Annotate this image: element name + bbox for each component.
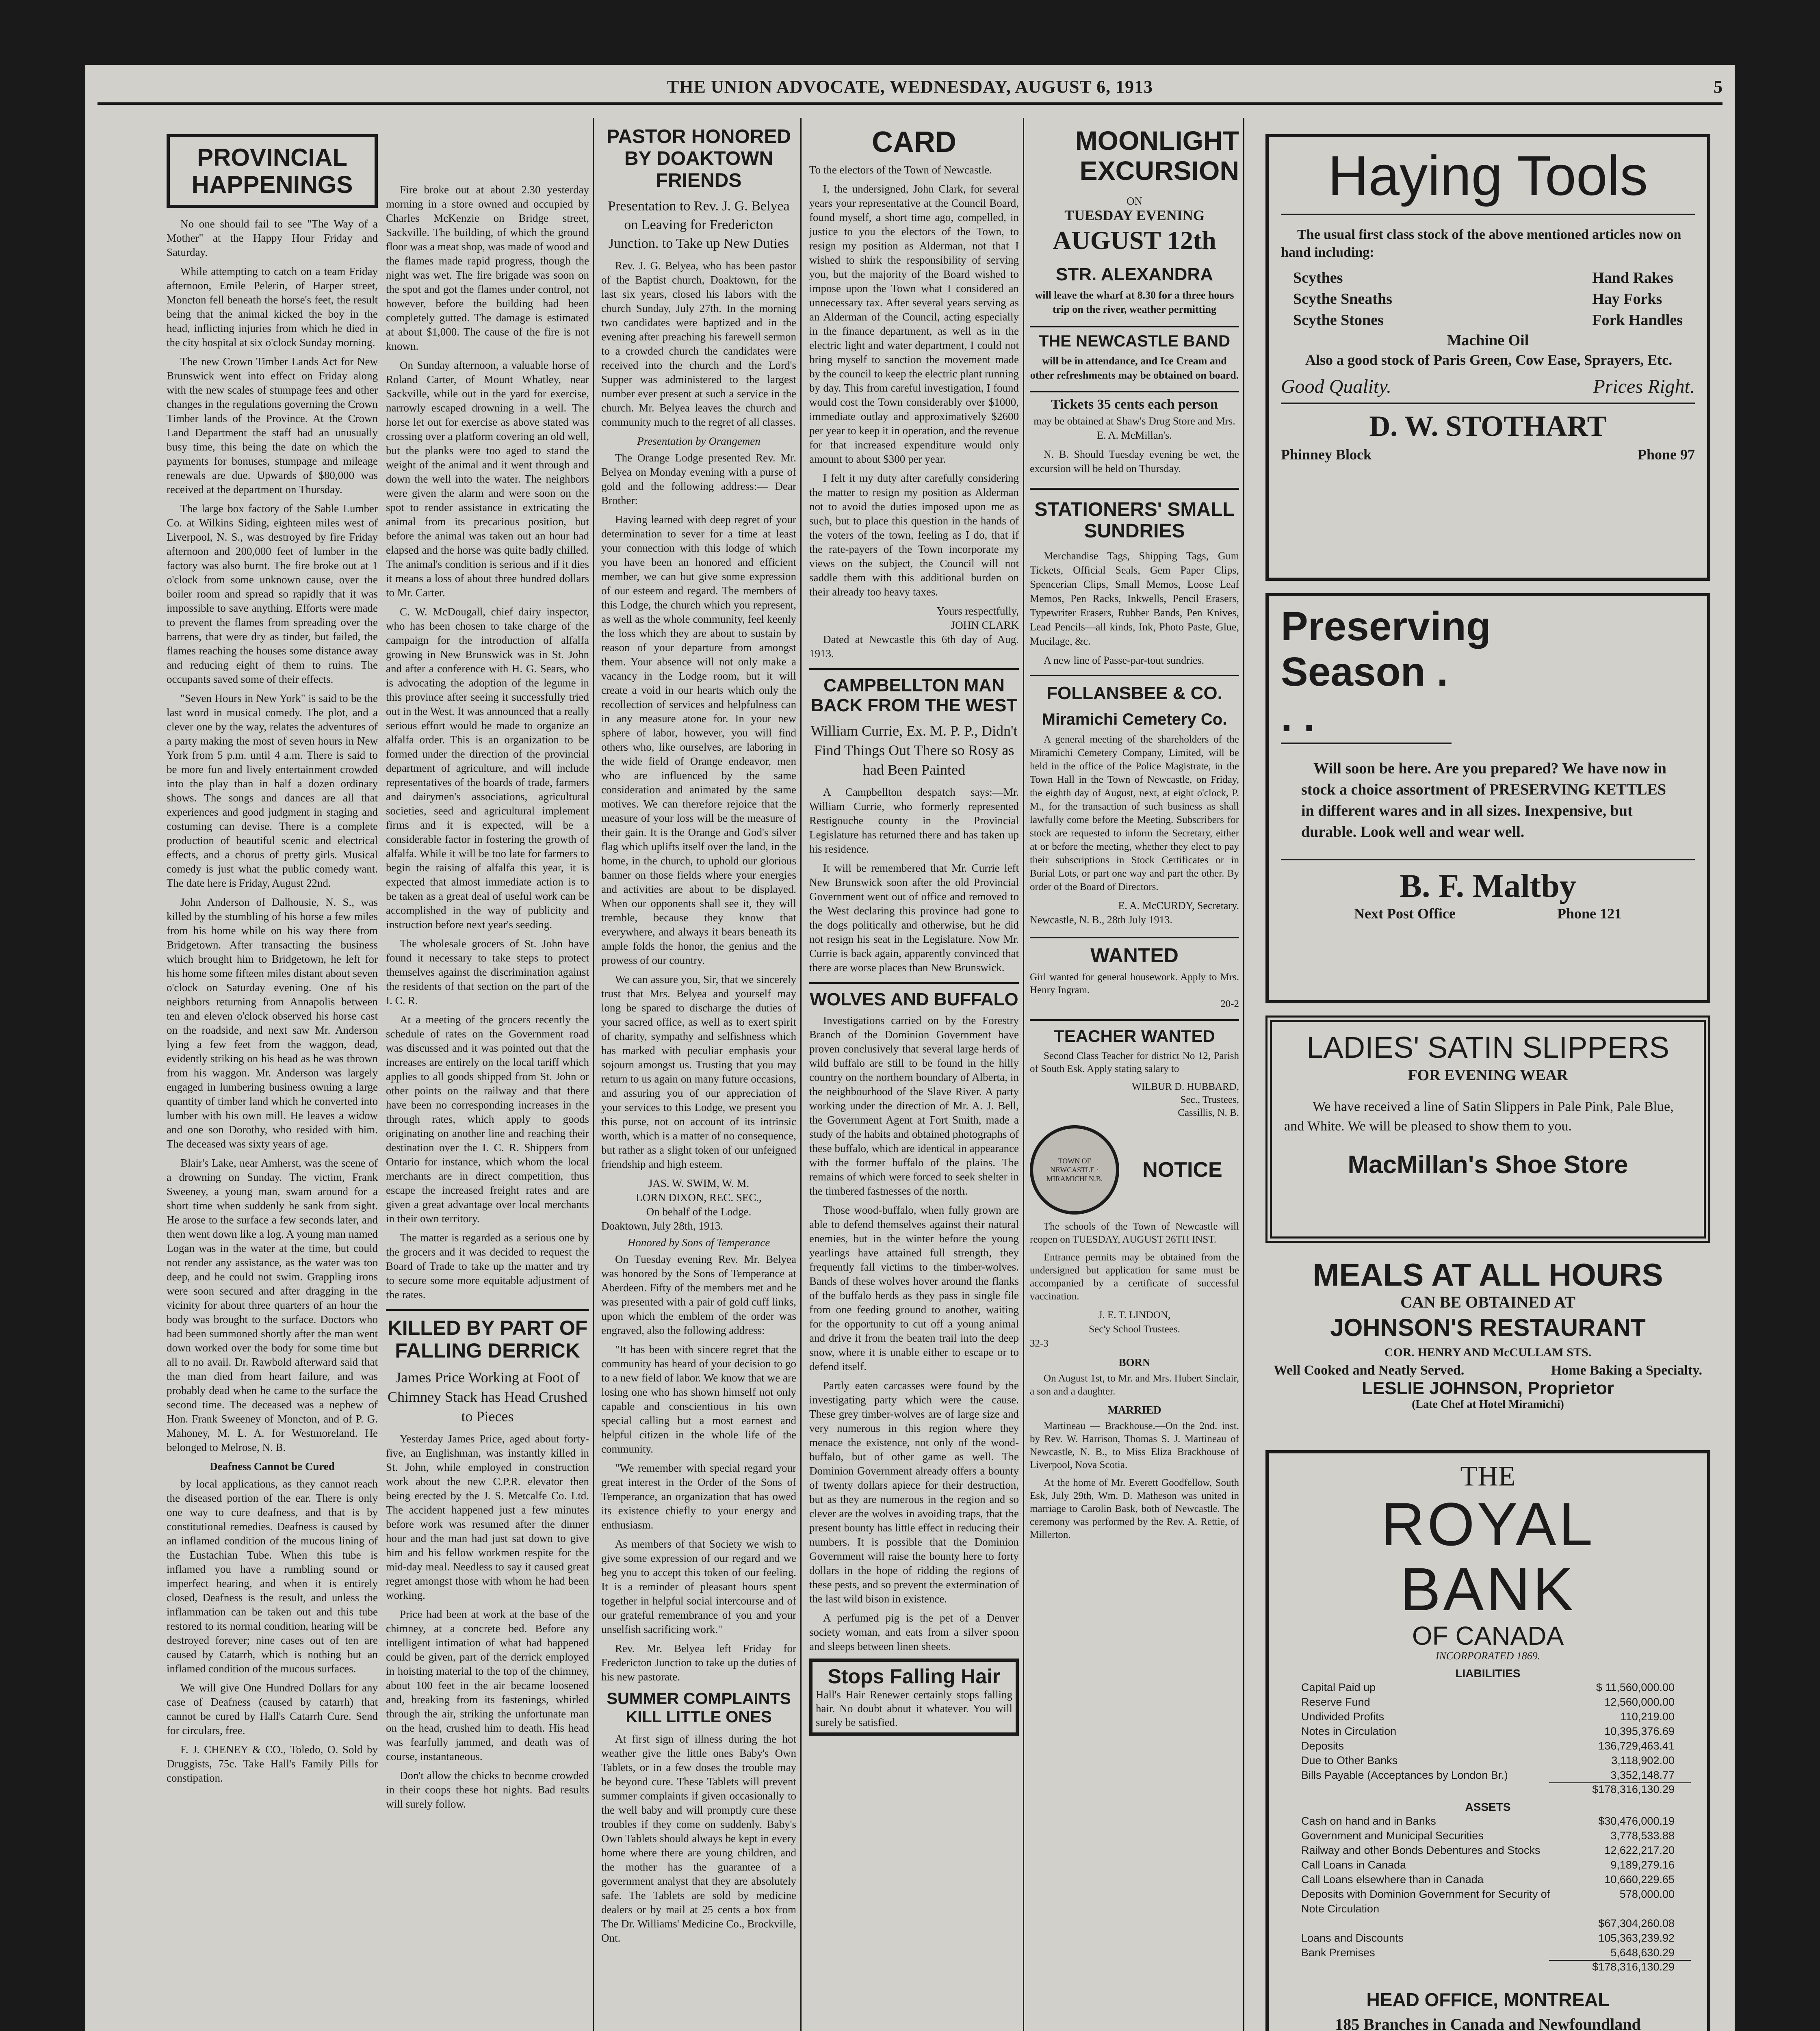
steamer-name: STR. ALEXANDRA bbox=[1055, 264, 1213, 285]
bank-statement-label: Loans and Discounts bbox=[1301, 1932, 1404, 1944]
column-5 bbox=[1030, 126, 1239, 2031]
bank-statement-row bbox=[1301, 1828, 1675, 1843]
notice-headline: NOTICE bbox=[1142, 1158, 1222, 1182]
haying-item: Hay Forks bbox=[1592, 290, 1662, 307]
restaurant-slogan: Home Baking a Specialty. bbox=[1551, 1362, 1702, 1378]
notice-text: Entrance permits may be obtained from the undersigned but application for same must be accompanied by a certificate of successful vaccination. bbox=[1030, 1252, 1239, 1302]
column-rule bbox=[593, 118, 594, 2031]
signature-line: JAS. W. SWIM, W. M. bbox=[648, 1177, 750, 1190]
notice-signature: J. E. T. LINDON, bbox=[1098, 1310, 1171, 1321]
bank-statement-label: Notes in Circulation bbox=[1301, 1725, 1397, 1737]
orangemen-heading: Presentation by Orangemen bbox=[637, 435, 760, 448]
column-rule bbox=[800, 118, 802, 2031]
bank-statement-label: Deposits bbox=[1301, 1740, 1344, 1752]
bank-statement-label: Due to Other Banks bbox=[1301, 1754, 1398, 1767]
bank-statement-amount: 10,660,229.65 bbox=[1604, 1873, 1675, 1886]
bank-statement-amount: 110,219.00 bbox=[1620, 1711, 1675, 1723]
bank-statement-amount: 12,622,217.20 bbox=[1604, 1844, 1675, 1856]
article-paragraph: I, the undersigned, John Clark, for several years your representative at the Council Board, found myself, a short time ago, compelled, in justice to you the electors of the Town, to resign my position as Alderman, not that I wished to shirk the responsibility of serving you, but the majority of the Board wished to impose upon the Town what I considered an unnecessary tax. After several years serving as an Alderman of the Council, acting especially in the finance department, as well as in the electric light and water department, I could not bring myself to sanction the movement made by the council to keep the electric plant running by day. This from careful investigation, I found would cost the Town considerably over $1000, immediate outlay and approximatively $2600 per year to keep it in operation, and the revenue for that increased expenditure would only amount to about $300 per year. bbox=[809, 182, 1019, 465]
weather-note: N. B. Should Tuesday evening be wet, the excursion will be held on Thursday. bbox=[1030, 448, 1239, 474]
article-paragraph: Fire broke out at about 2.30 yesterday morning in a store owned and occupied by Charles McKenzie on Bridge street, Sackville. The building, of which the ground floor was a meat shop, was made of wood and the flames made rapid progress, though the night was wet. The fire brigade was soon on the spot and got the flames under control, not however, before the building had been completely gutted. The damage is estimated at about $1,000. The cause of the fire is not known. bbox=[386, 184, 589, 352]
article-paragraph: The Orange Lodge presented Rev. Mr. Belyea on Monday evening with a purse of gold and the following address:— Dear Brother: bbox=[601, 452, 796, 507]
article-paragraph: A perfumed pig is the pet of a Denver society woman, and eats from a silver spoon and sleeps between linen sheets. bbox=[809, 1612, 1019, 1653]
haying-slogan bbox=[1281, 375, 1695, 404]
column-1 bbox=[167, 134, 378, 2031]
article-paragraph: We can assure you, Sir, that we sincerely trust that Mrs. Belyea and yourself may long be spared to discharge the duties of your sacred office, as well as to exert spirit of charity, sympathy and selfishness which has marked with peculiar emphasis your sojourn amongst us. Trusting that you may return to us again on many future occasions, and assuring you of our appreciation of your services to this Lodge, we present you this purse, not on account of its intrinsic worth, which is a matter of no consequence, but rather as a slight token of our unfeigned friendship and high esteem. bbox=[601, 973, 796, 1171]
haying-quality: Good Quality. bbox=[1281, 376, 1391, 397]
haying-also: Also a good stock of Paris Green, Cow Ease, Sprayers, Etc. bbox=[1305, 352, 1673, 368]
column-rule bbox=[1243, 118, 1244, 2031]
haying-tools-ad bbox=[1265, 134, 1710, 581]
preserving-title-1: Preserving bbox=[1281, 604, 1491, 649]
bank-statement-row bbox=[1301, 1753, 1675, 1768]
article-paragraph: At first sign of illness during the hot weather give the little ones Baby's Own Tablets, or in a few doses the trouble may be beyond cure. These Tablets will prevent summer complaints if given occasionally to the well baby and will promptly cure these troubles if they come on suddenly. Baby's Own Tablets should always be kept in every home where there are young children, and the mother has the guarantee of a government analyst that they are absolutely safe. The Tablets are sold by medicine dealers or by mail at 25 cents a box from The Dr. Williams' Medicine Co., Brockville, Ont. bbox=[601, 1732, 796, 1944]
bank-statement-amount: 105,363,239.92 bbox=[1598, 1932, 1675, 1944]
bank-statement-amount: 3,352,148.77 bbox=[1610, 1769, 1675, 1781]
pastor-headline: PASTOR HONORED BY DOAKTOWN FRIENDS bbox=[606, 126, 791, 191]
stothart-name: D. W. STOTHART bbox=[1369, 410, 1607, 442]
bank-statement-row bbox=[1301, 1709, 1675, 1724]
article-paragraph: A Campbellton despatch says:—Mr. William Currie, who formerly represented Restigouche county in the Provincial Legislature has returned there and has taken up his residence. bbox=[809, 786, 1019, 855]
haying-item: Scythe Sneaths bbox=[1293, 290, 1392, 307]
article-paragraph: Having learned with deep regret of your determination to sever for a time at least your connection with this lodge of which you have been an honored and efficient member, we can but give some expression of our esteem and regard. The members of this Lodge, the church which you represent, as well as the whole community, feel keenly the loss which they are about to sustain by reason of your departure from amongst them. Your absence will not only make a vacancy in the Lodge room, but it will create a void in our hearts which only the recollection of services and helpfulness can in any measure atone for. In your new sphere of labor, however, you will find others who, like ourselves, are laboring in the wide field of Orange endeavor, men who are influenced by the same consideration and animated by the same motives. We can therefore rejoice that the measure of your loss will be the measure of their gain. It is the Orange and God's silver flag which uplifts itself over the land, in the home, in the church, to uphold our glorious banner on those fields where your energies and activities are about to be displayed. When our opponents shall see it, they will tremble, because they know that everywhere, and always it bears beneath its ample folds the honor, the genius and the prowess of our country. bbox=[601, 513, 796, 967]
provincial-happenings-headline: PROVINCIAL HAPPENINGS bbox=[167, 134, 378, 208]
bank-statement-amount: $67,304,260.08 bbox=[1598, 1917, 1675, 1929]
stothart-address: Phinney Block bbox=[1281, 446, 1372, 463]
restaurant-proprietor-note: (Late Chef at Hotel Miramichi) bbox=[1412, 1398, 1564, 1411]
assets-table bbox=[1285, 1814, 1691, 1960]
bank-statement-amount: 9,189,279.16 bbox=[1610, 1859, 1675, 1871]
bank-statement-label: Reserve Fund bbox=[1301, 1696, 1370, 1708]
bank-statement-row bbox=[1301, 1814, 1675, 1828]
article-paragraph: To the electors of the Town of Newcastle. bbox=[809, 163, 992, 176]
article-paragraph: "It has been with sincere regret that the community has heard of your decision to go to a new field of labor. We know that we are losing one who has shown himself not only capable and conscientious in his own special calling but a most earnest and helpful citizen in the whole life of the community. bbox=[601, 1343, 796, 1455]
maltby-phone: Phone 121 bbox=[1557, 905, 1622, 922]
signature-line: Yours respectfully, bbox=[936, 604, 1019, 617]
newspaper-page bbox=[85, 65, 1735, 2031]
article-paragraph: Rev. Mr. Belyea left Friday for Fredericton Junction to take up the duties of his new pastorate. bbox=[601, 1642, 796, 1683]
maltby-name: B. F. Maltby bbox=[1400, 867, 1576, 904]
wolves-headline: WOLVES AND BUFFALO bbox=[809, 982, 1019, 1009]
restaurant-ad bbox=[1261, 1257, 1714, 1436]
married-text: At the home of Mr. Everett Goodfellow, South Esk, July 29th, Wm. D. Matheson was united in marriage to Carolin Bask, both of Newcastle. The ceremony was performed by the Rev. A. Rettie, of Millerton. bbox=[1030, 1477, 1239, 1541]
wanted-text: Girl wanted for general housework. Apply to Mrs. Henry Ingram. bbox=[1030, 972, 1239, 996]
bank-statement-row bbox=[1301, 1887, 1675, 1916]
follansbee-name: FOLLANSBEE & CO. bbox=[1030, 675, 1239, 703]
bank-statement-row bbox=[1301, 1680, 1675, 1695]
cemetery-headline: Miramichi Cemetery Co. bbox=[1042, 710, 1227, 729]
cemetery-date: Newcastle, N. B., 28th July 1913. bbox=[1030, 914, 1172, 926]
bank-statement-amount: 12,560,000.00 bbox=[1604, 1696, 1675, 1708]
bank-statement-row bbox=[1301, 1768, 1675, 1782]
macmillan-name: MacMillan's Shoe Store bbox=[1348, 1150, 1628, 1179]
bank-statement-row bbox=[1301, 1916, 1675, 1931]
article-paragraph: The matter is regarded as a serious one by the grocers and it was decided to request the Board of Trade to take up the matter and try to secure some more equitable adjustment of the rates. bbox=[386, 1232, 589, 1301]
article-paragraph: The wholesale grocers of St. John have found it necessary to take steps to protect themselves against the discrimination against the residents of that section on the part of the I. C. R. bbox=[386, 938, 589, 1007]
haying-title: Haying Tools bbox=[1281, 145, 1695, 215]
article-paragraph: It will be remembered that Mr. Currie left New Brunswick soon after the old Provincial Government went out of office and removed to the West declaring this province had gone to the dogs politically and otherwise, but he did not resign his seat in the Legislature. Now Mr. Currie is back again, apparently convinced that there are worse places than New Brunswick. bbox=[809, 862, 1019, 974]
excursion-date: AUGUST 12th bbox=[1053, 225, 1216, 255]
town-seal-icon bbox=[1030, 1125, 1119, 1215]
bank-statement-label: Call Loans in Canada bbox=[1301, 1859, 1406, 1871]
article-paragraph: F. J. CHENEY & CO., Toledo, O. Sold by Druggists, 75c. Take Hall's Family Pills for constipation. bbox=[167, 1743, 378, 1784]
haying-item: Scythes bbox=[1293, 269, 1343, 286]
haying-intro: The usual first class stock of the above mentioned articles now on hand including: bbox=[1281, 227, 1681, 260]
article-paragraph: While attempting to catch on a team Friday afternoon, Emile Pelerin, of Harper street, Moncton fell beneath the horse's feet, the result being that the animal kicked the boy in the head, inflicting injuries from which he died in the city hospital at six o'clock Sunday morning. bbox=[167, 265, 378, 349]
bank-statement-row bbox=[1301, 1739, 1675, 1753]
signature-line: LORN DIXON, REC. SEC., bbox=[636, 1191, 762, 1204]
article-paragraph: Rev. J. G. Belyea, who has been pastor of the Baptist church, Doaktown, for the last six years, closed his labors with the church Sunday, July 27th. In the morning two candidates were baptized and in the evening after preaching his farewell sermon to a crowded church the candidates were received into the church and the Lord's Supper was administered to the largest number ever present at such a service in the church. Mr. Belyea leaves the church and community much to the regret of all classes. bbox=[601, 260, 796, 429]
article-paragraph: C. W. McDougall, chief dairy inspector, who has been chosen to take charge of the campaign for the introduction of alfalfa growing in New Brunswick was in St. John and after a conference with H. G. Sears, who is advocating the adoption of the legume in this province after seeing it successfully tried out in the West. It was announced that a really serious effort would be made to organize an alfalfa order. This is an organization to be formed under the direction of the provincial department of agriculture, and will include representatives of the boards of trade, farmers and dairymen's associations, agricultural societies, seed and agricultural implement firms and it is expected, will be a considerable factor in fostering the growth of alfalfa. While it will be too late for farmers to begin the raising of alfalfa this year, it is expected that almost immediate action is to be taken as a great deal of useful work can be accomplished in the way of publicity and instruction before next year's seeding. bbox=[386, 606, 589, 931]
cemetery-signature: E. A. McCURDY, Secretary. bbox=[1118, 900, 1239, 912]
bank-statement-label: Deposits with Dominion Government for Security of Note Circulation bbox=[1301, 1888, 1550, 1915]
bank-name: ROYAL BANK bbox=[1380, 1490, 1595, 1623]
article-paragraph: by local applications, as they cannot reach the diseased portion of the ear. There is only one way to cure deafness, and that is by constitutional remedies. Deafness is caused by an inflamed condition of the mucous lining of the Eustachian Tube. When this tube is inflamed you have a rumbling sound or imperfect hearing, and when it is entirely closed, Deafness is the result, and unless the inflammation can be taken out and this tube restored to its normal condition, hearing will be destroyed forever; nine cases out of ten are caused by Catarrh, which is nothing but an inflamed condition of the mucous surfaces. bbox=[167, 1478, 378, 1675]
page-number: 5 bbox=[1714, 77, 1722, 97]
restaurant-address: COR. HENRY AND McCULLAM STS. bbox=[1384, 1345, 1592, 1359]
wanted-number: 20-2 bbox=[1220, 998, 1239, 1010]
notice-text: The schools of the Town of Newcastle will reopen on TUESDAY, AUGUST 26TH INST. bbox=[1030, 1221, 1239, 1245]
married-text: Martineau — Brackhouse.—On the 2nd. inst. by Rev. W. Harrison, Thomas S. J. Martineau of Newcastle, N. B., to Miss Eliza Brackhouse of Liverpool, Nova Scotia. bbox=[1030, 1420, 1239, 1471]
teacher-headline: TEACHER WANTED bbox=[1030, 1019, 1239, 1046]
article-paragraph: Don't allow the chicks to become crowded in their coops these hot nights. Bad results will surely follow. bbox=[386, 1769, 589, 1810]
article-paragraph: No one should fail to see "The Way of a Mother" at the Happy Hour Friday and Saturday. bbox=[167, 218, 378, 259]
bank-statement-amount: 3,118,902.00 bbox=[1611, 1754, 1675, 1767]
column-4 bbox=[809, 126, 1019, 2031]
bank-statement-row bbox=[1301, 1843, 1675, 1858]
bank-statement-row bbox=[1301, 1945, 1675, 1960]
excursion-details: will leave the wharf at 8.30 for a three hours trip on the river, weather permitting bbox=[1035, 289, 1234, 315]
derrick-subhead: James Price Working at Foot of Chimney Stack has Head Crushed to Pieces bbox=[388, 1369, 587, 1425]
teacher-signature: Cassillis, N. B. bbox=[1178, 1107, 1239, 1119]
teacher-signature: WILBUR D. HUBBARD, bbox=[1132, 1081, 1239, 1093]
preserving-text: Will soon be here. Are you prepared? We have now in stock a choice assortment of PRESERVING KETTLES in different wares and in all sizes. Inexpensive, but durable. Look well and wear well. bbox=[1301, 760, 1666, 840]
bank-statement-amount: 5,648,630.29 bbox=[1610, 1947, 1675, 1959]
haying-items bbox=[1281, 267, 1695, 331]
slippers-title: LADIES' SATIN SLIPPERS bbox=[1306, 1031, 1669, 1064]
article-paragraph: Partly eaten carcasses were found by the investigating party which were the cause. These grey timber-wolves are of large size and very numerous in this region where they menace the existence, not only of the wood-buffalo, but of other game as well. The Dominion Government already offers a bounty of twenty dollars apiece for their destruction, but as they are numerous in the region and so clever are the wolves in avoiding traps, that the present bounty has little effect in reducing their numbers. It is possible that the Dominion Government will raise the bounty here to forty dollars in the hope of ridding the regions of these pests, and so prevent the extermination of the last wild bison in existence. bbox=[809, 1379, 1019, 1605]
article-paragraph: Investigations carried on by the Forestry Branch of the Dominion Government have proven conclusively that several large herds of wild buffalo are still to be found in the hilly country on the northern boundary of Alberta, in the neighbourhood of the Slave River. A party working under the direction of Mr. A. J. Bell, the Government Agent at Fort Smith, made a study of the habits and obtained photographs of these buffalo, which are identical in appearance with the former buffalo of the plains. The remains of which were forced to seek shelter in the timbered fastnesses of the north. bbox=[809, 1014, 1019, 1197]
excursion-day: TUESDAY EVENING bbox=[1064, 207, 1205, 223]
signature-line: On behalf of the Lodge. bbox=[646, 1206, 752, 1218]
stationers-list: Merchandise Tags, Shipping Tags, Gum Tickets, Official Seals, Gem Paper Clips, Spencerian Clips, Small Memos, Loose Leaf Memos, Pen Racks, Inkwells, Pencil Erasers, Typewriter Erasers, Rubber Bands, Pen Knives, Lead Pencils—all kinds, Ink, Photo Paste, Glue, Mucilage, &c. bbox=[1030, 550, 1239, 647]
town-seal-text: TOWN OF NEWCASTLE · MIRAMICHI N.B. bbox=[1046, 1157, 1103, 1183]
article-paragraph: Price had been at work at the base of the chimney, at a concrete bed. Before any intelligent intimation of what had happened could be given, part of the derrick employed in hoisting material to the top of the chimney, about 100 feet in the air became loosened and, breaking from its fastenings, whirled through the air, striking the unfortunate man on the head, crushed him to death. His head was fearfully jammed, and death was of course, instantaneous. bbox=[386, 1608, 589, 1763]
haying-item: Hand Rakes bbox=[1592, 269, 1673, 286]
assets-total: $178,316,130.29 bbox=[1549, 1960, 1691, 1973]
bank-statement-amount: 3,778,533.88 bbox=[1610, 1830, 1675, 1842]
restaurant-name: JOHNSON'S RESTAURANT bbox=[1330, 1314, 1646, 1342]
bank-statement-label: Undivided Profits bbox=[1301, 1711, 1384, 1723]
bank-of-canada: OF CANADA bbox=[1412, 1621, 1564, 1650]
notice-signature: Sec'y School Trustees. bbox=[1089, 1324, 1180, 1335]
article-paragraph: Those wood-buffalo, when fully grown are able to defend themselves against their natural enemies, but in the winter before the young yearlings have attained full strength, they frequently fall victims to the timber-wolves. Bands of these wolves hover around the flanks of the buffalo herds as they pass in single file from one feeding ground to another, waiting for the opportunity to cut off a young animal and drive it from the beaten trail into the deep snow, where it is unable either to escape or to defend itself. bbox=[809, 1204, 1019, 1373]
liabilities-total: $178,316,130.29 bbox=[1549, 1782, 1691, 1796]
restaurant-slogans bbox=[1265, 1363, 1710, 1378]
bank-statement-label: Bills Payable (Acceptances by London Br.) bbox=[1301, 1769, 1508, 1781]
article-paragraph: I felt it my duty after carefully considering the matter to resign my position as Alderman not to avoid the duties imposed upon me as such, but to place this question in the hands of the voters of the town, feeling as I do, that if the rate-payers of the Town incorporate my views on the subject, the Council will not saddle them with this additional burden on their already too heavy taxes. bbox=[809, 472, 1019, 598]
derrick-headline: KILLED BY PART OF FALLING DERRICK bbox=[386, 1309, 589, 1362]
bank-statement-amount: 136,729,463.41 bbox=[1598, 1740, 1675, 1752]
slippers-ad bbox=[1265, 1016, 1710, 1243]
haying-prices: Prices Right. bbox=[1593, 376, 1695, 397]
article-paragraph: As members of that Society we wish to give some expression of our regard and we beg you to accept this token of our feeling. It is a reminder of pleasant hours spent together in helpful social intercourse and of our grateful remembrance of you and your unselfish sacrificing work." bbox=[601, 1538, 796, 1636]
bank-statement-label: Government and Municipal Securities bbox=[1301, 1830, 1484, 1842]
masthead-title: THE UNION ADVOCATE, WEDNESDAY, AUGUST 6, 1913 bbox=[667, 77, 1153, 97]
article-paragraph: We will give One Hundred Dollars for any case of Deafness (caused by catarrh) that cannot be cured by Hall's Catarrh Cure. Send for circulars, free. bbox=[167, 1682, 378, 1737]
article-paragraph: "Seven Hours in New York" is said to be the last word in musical comedy. The plot, and a clever one by the way, relates the adventures of a party making the most of seven hours in New York from 5 p.m. until 4 a.m. There is said to be more fun and lively entertainment crowded into the play than in half a dozen ordinary shows. The songs and dances are all that experiences and good judgment in staging and costuming can devise. There is a complete production of beautiful scenic and electrical effects, and a chorus of pretty girls. Musical comedy is just what the public comedy want. The date here is Friday, August 22nd. bbox=[167, 692, 378, 890]
article-paragraph: On Tuesday evening Rev. Mr. Belyea was honored by the Sons of Temperance at Aberdeen. Fifty of the members met and he was presented with a pair of gold cuff links, upon which the emblem of the order was engraved, also the following address: bbox=[601, 1253, 796, 1337]
teacher-signature: Sec., Trustees, bbox=[1180, 1094, 1239, 1106]
card-headline: CARD bbox=[872, 126, 956, 158]
bank-statement-row bbox=[1301, 1872, 1675, 1887]
haying-item: Fork Handles bbox=[1592, 312, 1683, 329]
band-heading: THE NEWCASTLE BAND bbox=[1030, 326, 1239, 351]
bank-statement-label: Capital Paid up bbox=[1301, 1681, 1376, 1693]
assets-heading: ASSETS bbox=[1465, 1801, 1511, 1813]
article-paragraph: "We remember with special regard your great interest in the Order of the Sons of Temperance, an organization that has owed its existence chiefly to your energy and enthusiasm. bbox=[601, 1462, 796, 1531]
article-paragraph: Dated at Newcastle this 6th day of Aug. 1913. bbox=[809, 633, 1019, 660]
band-details: will be in attendance, and Ice Cream and other refreshments may be obtained on board. bbox=[1030, 355, 1239, 381]
royal-bank-ad bbox=[1265, 1450, 1710, 2031]
bank-statement-row bbox=[1301, 1858, 1675, 1872]
stothart-footer bbox=[1281, 446, 1695, 463]
summer-complaints-headline: SUMMER COMPLAINTS KILL LITTLE ONES bbox=[607, 1690, 791, 1726]
maltby-contact bbox=[1281, 905, 1695, 922]
haying-item: Machine Oil bbox=[1447, 332, 1529, 349]
hair-renewer-ad bbox=[809, 1659, 1019, 1736]
slippers-sub: FOR EVENING WEAR bbox=[1408, 1066, 1568, 1084]
stationers-note: A new line of Passe-par-tout sundries. bbox=[1044, 654, 1205, 667]
meals-sub: CAN BE OBTAINED AT bbox=[1400, 1293, 1575, 1312]
liabilities-table bbox=[1285, 1680, 1691, 1782]
bank-statement-label: Cash on hand and in Banks bbox=[1301, 1815, 1436, 1827]
haying-item: Scythe Stones bbox=[1293, 312, 1384, 329]
column-rule bbox=[1023, 118, 1024, 2031]
deafness-heading: Deafness Cannot be Cured bbox=[210, 1460, 335, 1473]
excursion-on: ON bbox=[1127, 195, 1142, 207]
notice-header-row bbox=[1030, 1125, 1239, 1215]
bank-statement-amount: 578,000.00 bbox=[1619, 1888, 1675, 1900]
teacher-text: Second Class Teacher for district No 12, Parish of South Esk. Apply stating salary to bbox=[1030, 1050, 1239, 1075]
campbellton-subhead: William Currie, Ex. M. P. P., Didn't Find Things Out There so Rosy as had Been Painted bbox=[810, 723, 1018, 778]
liabilities-heading: LIABILITIES bbox=[1455, 1667, 1521, 1680]
meals-title: MEALS AT ALL HOURS bbox=[1313, 1257, 1663, 1293]
hair-ad-headline: Stops Falling Hair bbox=[828, 1665, 1001, 1688]
moonlight-headline: MOONLIGHT EXCURSION bbox=[1075, 126, 1239, 186]
tickets-details: may be obtained at Shaw's Drug Store and Mrs. E. A. McMillan's. bbox=[1034, 415, 1235, 441]
born-text: On August 1st, to Mr. and Mrs. Hubert Sinclair, a son and a daughter. bbox=[1030, 1373, 1239, 1397]
article-paragraph: Yesterday James Price, aged about forty-five, an Englishman, was instantly killed in St. John, while employed in construction work about the new C.P.R. elevator then being erected by the J. S. Metcalfe Co. Ltd. The accident happened just a few minutes before work was resumed after the dinner hour and the man had just sat down to give him and his fellow workmen respite for the mid-day meal. Needless to say it caused great regret amongst those with whom he had been working. bbox=[386, 1433, 589, 1601]
pastor-subhead: Presentation to Rev. J. G. Belyea on Leaving for Fredericton Junction. to Take up New Duties bbox=[608, 199, 790, 251]
signature-line: JOHN CLARK bbox=[951, 619, 1019, 631]
maltby-address: Next Post Office bbox=[1354, 905, 1456, 922]
article-paragraph: The large box factory of the Sable Lumber Co. at Wilkins Siding, eighteen miles west of Liverpool, N. S., was destroyed by fire Friday afternoon and 200,000 feet of lumber in the factory was also burnt. The fire broke out at 1 o'clock from some unknown cause, over the boiler room and spread so rapidly that it was impossible to save anything. Efforts were made to prevent the flames from spreading over the barrens, that were dry as tinder, but failed, the flames reaching the houses some distance away and reducing eight of them to ruins. The occupants saved some of their effects. bbox=[167, 502, 378, 686]
bank-statement-amount: $30,476,000.19 bbox=[1598, 1815, 1675, 1827]
cemetery-notice: A general meeting of the shareholders of the Miramichi Cemetery Company, Limited, will be held in the office of the Police Magistrate, in the Town Hall in the Town of Newcastle, on Friday, the eighth day of August, next, at eight o'clock, P. M., for the transaction of such business as shall lawfully come before the Meeting. Subscribers for stock are requested to inform the Secretary, either at or before the meeting, whether they elect to pay their subscriptions in Stock Certificates or in Burial Lots, or part one way and part the other. By order of the Board of Directors. bbox=[1030, 734, 1239, 893]
temperance-heading: Honored by Sons of Temperance bbox=[627, 1236, 770, 1249]
masthead-rule bbox=[98, 102, 1722, 105]
bank-statement-amount: 10,395,376.69 bbox=[1604, 1725, 1675, 1737]
campbellton-headline: CAMPBELLTON MAN BACK FROM THE WEST bbox=[809, 668, 1019, 716]
bank-statement-row bbox=[1301, 1931, 1675, 1945]
bank-statement-label: Bank Premises bbox=[1301, 1947, 1375, 1959]
bank-statement-label: Railway and other Bonds Debentures and Stocks bbox=[1301, 1844, 1540, 1856]
bank-statement-row bbox=[1301, 1695, 1675, 1709]
bank-the: THE bbox=[1460, 1461, 1516, 1492]
signature-date: Doaktown, July 28th, 1913. bbox=[601, 1220, 723, 1232]
article-paragraph: Blair's Lake, near Amherst, was the scene of a drowning on Sunday. The victim, Frank Sweeney, a young man, swam around for a short time when suddenly he sank from sight. He arose to the surface a few seconds later, and then went down like a log. A young man named Logan was in the water at the time, but could not render any assistance, as the water was too deep, and he could not swim. Grappling irons were soon secured and after dragging in the vicinity for about three quarters of an hour the body was brought to the surface. Doctors who had been summoned shortly after the man went down worked over the body for some time but all to no avail. Dr. Rawbold afterward said that the man died from heart failure, and was probably dead when he came to the surface the second time. The deceased was a nephew of Hon. Frank Sweeney of Moncton, and of P. G. Mahoney, M. L. A. for Westmoreland. He belonged to Melrose, N. B. bbox=[167, 1157, 378, 1454]
article-paragraph: On Sunday afternoon, a valuable horse of Roland Carter, of Mount Whatley, near Sackville, while out in the yard for exercise, narrowly escaped drowning in a well. The horse let out for exercise as above stated was crossing over a platform covering an old well, but the planks were too aged to stand the weight of the animal and it went through and down the well into the water. The neighbors were given the alarm and were soon on the spot to render assistance in extricating the animal from its precarious position, but before the animal was taken out an hour had elapsed and the horse was quite badly chilled. The animal's condition is serious and if it dies it means a loss of about three hundred dollars to Mr. Carter. bbox=[386, 359, 589, 599]
preserving-title-2: Season . . . bbox=[1281, 649, 1452, 744]
column-2 bbox=[386, 183, 589, 2031]
column-3 bbox=[601, 126, 796, 2031]
article-paragraph: At a meeting of the grocers recently the schedule of rates on the Government road was discussed and it was pointed out that the increases are entirely on the local tariff which applies to all goods shipped from St. John or other points on the railway and that there have been no corresponding increases in the through rates, which apply to goods originating on another line and reaching their destination over the I. C. R. Shippers from Ontario for instance, which whom the local merchants are in direct competition, thus escape the increased freight rates and are given a great advantage over local merchants in their own territory. bbox=[386, 1013, 589, 1225]
restaurant-proprietor: LESLIE JOHNSON, Proprietor bbox=[1362, 1378, 1614, 1398]
stothart-phone: Phone 97 bbox=[1637, 446, 1695, 463]
stationers-headline: STATIONERS' SMALL SUNDRIES bbox=[1030, 488, 1239, 543]
maltby-footer bbox=[1281, 859, 1695, 922]
hair-ad-text: Hall's Hair Renewer certainly stops falling hair. No doubt about it whatever. You will surely be satisfied. bbox=[816, 1689, 1012, 1729]
tickets-heading: Tickets 35 cents each person bbox=[1030, 391, 1239, 411]
married-heading: MARRIED bbox=[1107, 1404, 1161, 1416]
born-heading: BORN bbox=[1118, 1356, 1150, 1369]
bank-incorporated: INCORPORATED 1869. bbox=[1435, 1650, 1540, 1662]
article-paragraph: John Anderson of Dalhousie, N. S., was killed by the stumbling of his horse a few miles from his home while on his way there from Bridgetown. After transacting the business which brought him to Bridgetown, he left for his home some fifteen miles distant about seven o'clock on Saturday evening. One of his neighbors returning from Annapolis between ten and eleven o'clock observed his horse cast on the roadside, and next saw Mr. Anderson lying a few feet from the waggon, dead, evidently striking on his head as he was thrown from his waggon. Mr. Anderson was largely engaged in lumbering business owning a large quantity of timber land which he converted into lumber with his own mill. He leaves a widow and one son Dorothy, who resided with him. The deceased was sixty years of age. bbox=[167, 896, 378, 1150]
restaurant-slogan: Well Cooked and Neatly Served. bbox=[1274, 1362, 1465, 1378]
bank-statement-row bbox=[1301, 1724, 1675, 1739]
notice-number: 32-3 bbox=[1030, 1338, 1049, 1349]
wanted-headline: WANTED bbox=[1030, 937, 1239, 967]
bank-head-office: HEAD OFFICE, MONTREAL bbox=[1366, 1989, 1610, 2010]
slippers-text: We have received a line of Satin Slippers in Pale Pink, Pale Blue, and White. We will be pleased to show them to you. bbox=[1284, 1099, 1674, 1134]
article-paragraph: The new Crown Timber Lands Act for New Brunswick went into effect on Friday along with the new scales of stumpage fees and other changes in the regulations governing the Crown Timber lands of the Province. At the Crown Land Department the staff had an unusually busy time, this being the date on which the payments for bonuses, stumpage and mileage renewals are due. Upwards of $80,000 was received at the department on Thursday. bbox=[167, 355, 378, 496]
bank-branches: 185 Branches in Canada and Newfoundland bbox=[1335, 2015, 1641, 2031]
bank-statement-amount: $ 11,560,000.00 bbox=[1596, 1681, 1675, 1693]
bank-statement-label: Call Loans elsewhere than in Canada bbox=[1301, 1873, 1484, 1886]
preserving-ad bbox=[1265, 593, 1710, 1003]
